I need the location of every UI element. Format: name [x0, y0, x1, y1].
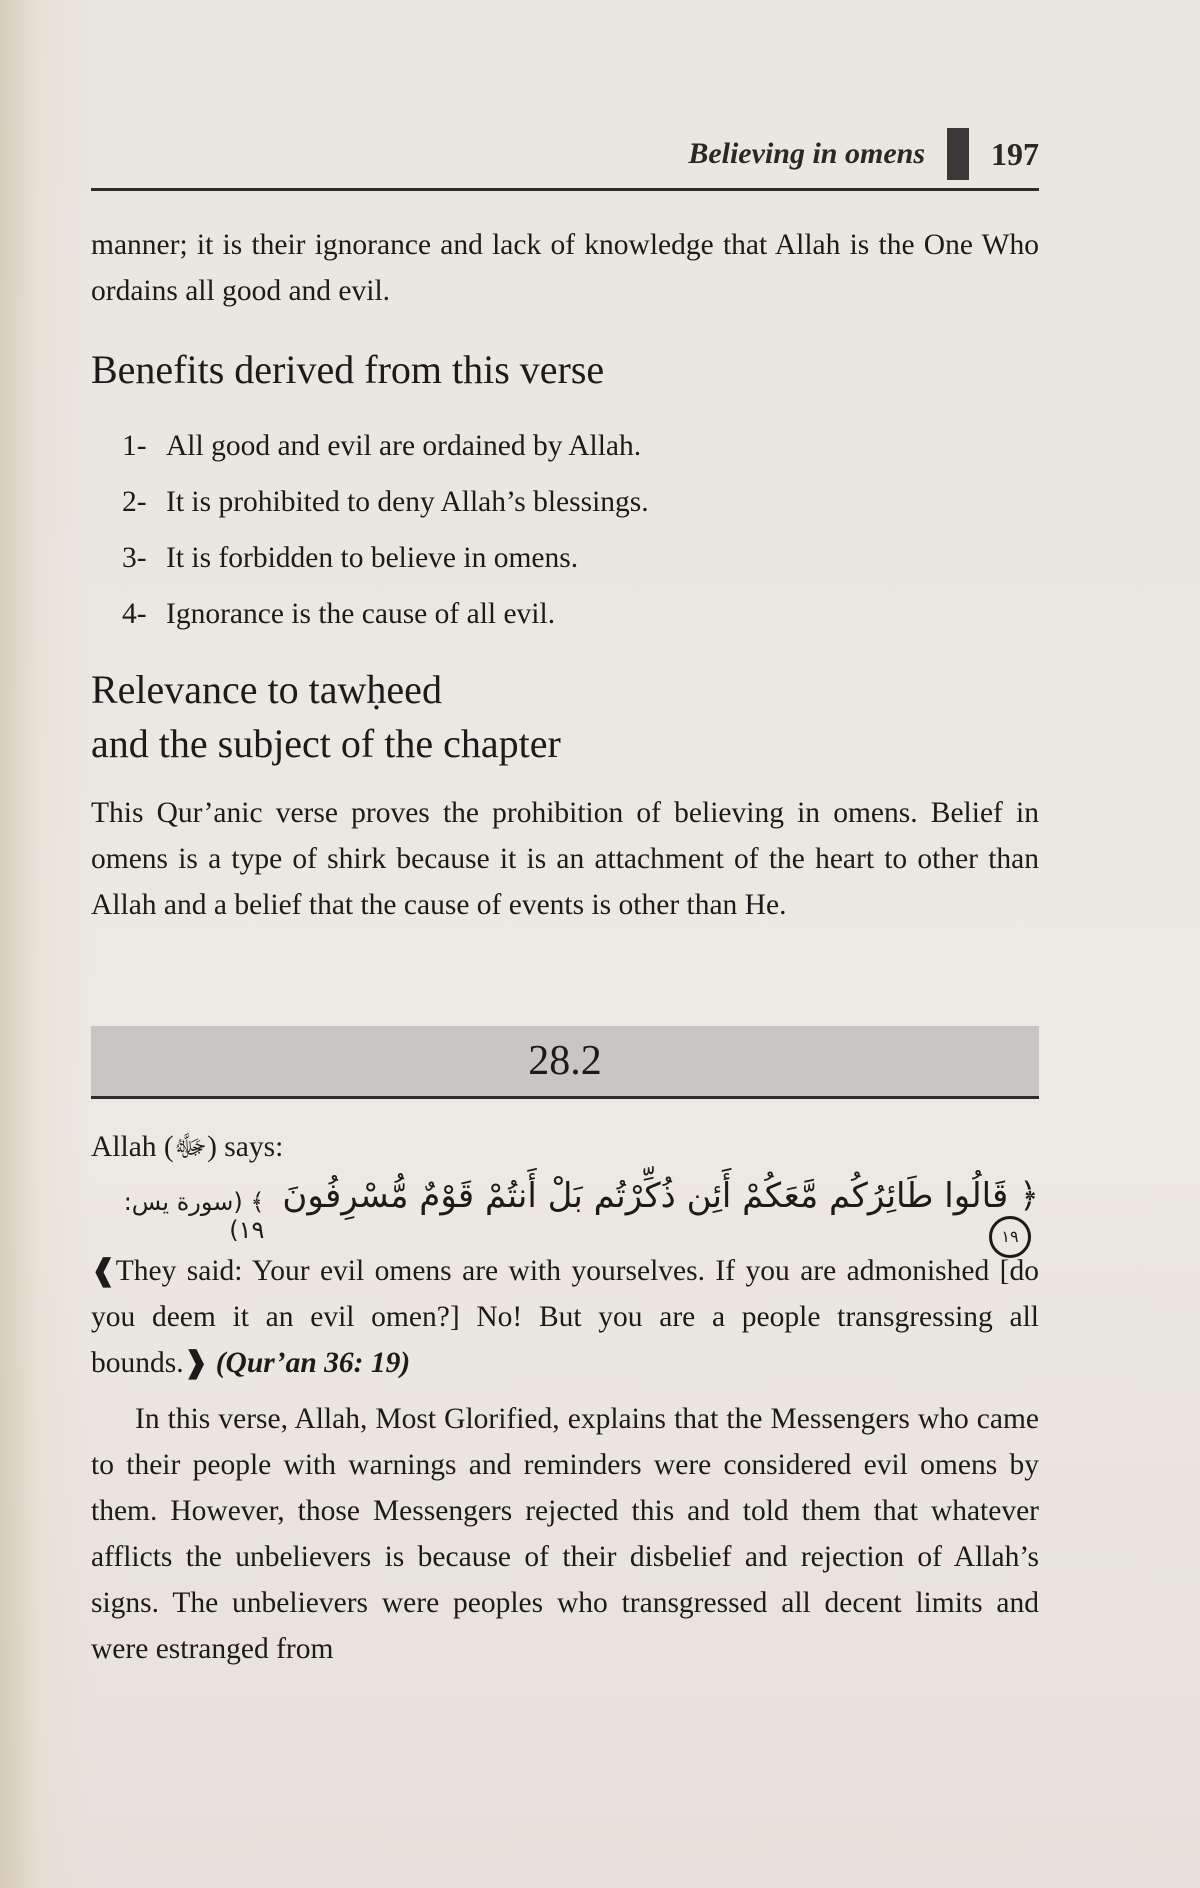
header-rule: [91, 188, 1039, 191]
ayah-number-marker: ١٩: [989, 1216, 1031, 1258]
arabic-verse-group: [264, 1175, 1039, 1258]
list-item: [122, 418, 649, 474]
list-item-number: 2-: [122, 486, 147, 518]
benefits-heading: Benefits derived from this verse: [91, 347, 605, 392]
section-rule: [91, 1096, 1039, 1099]
page-number: 197: [991, 135, 1039, 172]
running-header: [688, 128, 1039, 180]
arabic-verse-line: [91, 1175, 1039, 1246]
translation-close-bracket: ❱: [183, 1347, 209, 1379]
list-item-number: 1-: [122, 430, 147, 462]
list-item: [122, 586, 649, 642]
section-banner: [91, 1026, 1039, 1096]
list-item-text: It is forbidden to believe in omens.: [166, 542, 579, 574]
intro-paragraph: manner; it is their ignorance and lack of knowledge that Allah is the One Who ordains all good and evil.: [91, 229, 1039, 307]
arabic-verse: ﴿ قَالُوا طَائِرُكُم مَّعَكُمْ أَئِن ذُكِّرْتُم بَلْ أَنتُمْ قَوْمٌ مُّسْرِفُونَ: [282, 1175, 1039, 1216]
relevance-heading-line1: Relevance to tawḥeed: [91, 667, 442, 712]
translation-open-bracket: ❰: [91, 1255, 116, 1287]
list-item-number: 4-: [122, 598, 147, 630]
list-item: [122, 530, 649, 586]
relevance-heading: [91, 663, 561, 771]
section-number: 28.2: [528, 1038, 602, 1084]
relevance-heading-line2: and the subject of the chapter: [91, 721, 561, 766]
quran-reference: (Qur’an 36: 19): [215, 1347, 411, 1379]
list-item: [122, 474, 649, 530]
list-item-text: Ignorance is the cause of all evil.: [166, 598, 556, 630]
benefits-list: [122, 418, 649, 642]
running-title: Believing in omens: [688, 137, 925, 170]
relevance-paragraph: This Qur’anic verse proves the prohibition of believing in omens. Belief in omens is a type of shirk because it is an attachment of the heart to other than Allah and a belief that the cause of events is other than He.: [91, 797, 1039, 921]
header-bar-ornament: [947, 128, 969, 180]
list-item-text: It is prohibited to deny Allah’s blessings.: [166, 486, 649, 518]
explanation-paragraph: In this verse, Allah, Most Glorified, explains that the Messengers who came to their people with warnings and reminders were considered evil omens by them. However, those Messengers rejected this and told them that whatever afflicts the unbelievers is because of their disbelief and rejection of Allah’s signs. The unbelievers were peoples who transgressed all decent limits and were estranged from: [91, 1403, 1039, 1665]
allah-says-label: Allah (ﷻ) says:: [91, 1131, 284, 1163]
arabic-surah-reference: ﴾ (سورة يس: ١٩): [123, 1188, 265, 1244]
list-item-text: All good and evil are ordained by Allah.: [166, 430, 642, 462]
translation-text: They said: Your evil omens are with yourselves. If you are admonished [do you deem it an evil omen?] No! But you are a people transgressing all bounds.: [91, 1255, 1039, 1379]
list-item-number: 3-: [122, 542, 147, 574]
verse-translation: [91, 1248, 1039, 1386]
